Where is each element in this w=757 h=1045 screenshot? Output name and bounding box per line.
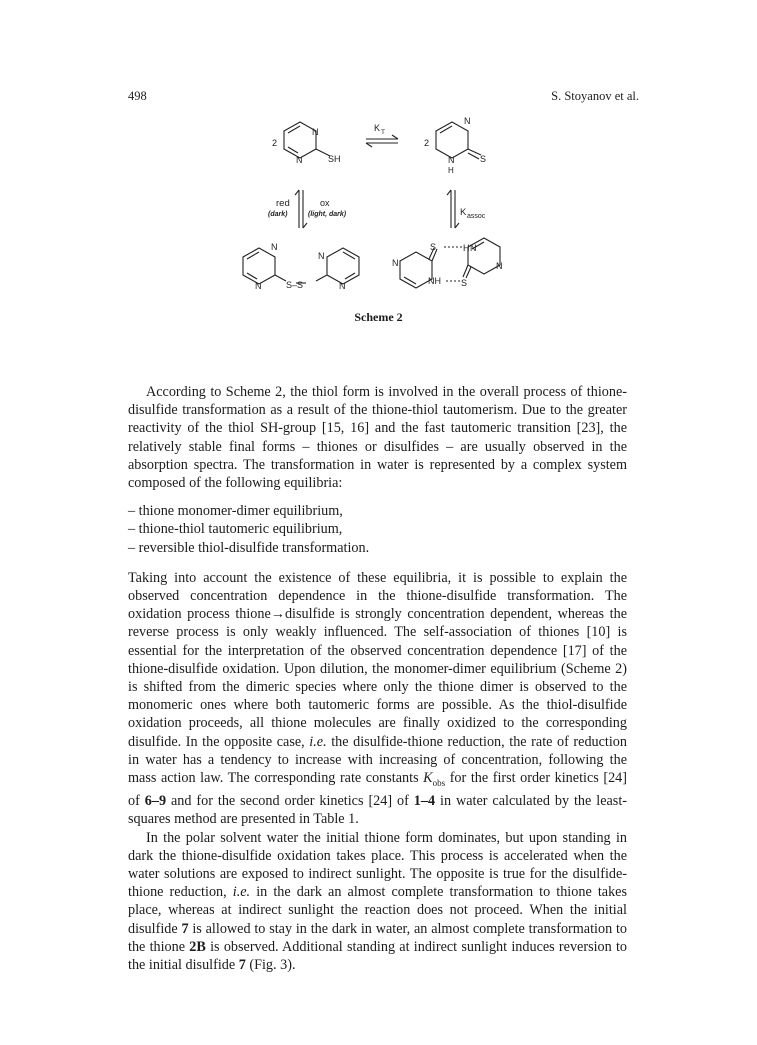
running-head: S. Stoyanov et al. <box>551 89 639 103</box>
scheme-caption: Scheme 2 <box>354 310 403 324</box>
svg-text:H: H <box>463 243 470 253</box>
svg-text:S: S <box>480 154 487 164</box>
svg-text:N: N <box>464 116 471 126</box>
svg-text:S–S: S–S <box>286 280 304 290</box>
svg-text:T: T <box>381 129 385 136</box>
svg-text:H: H <box>448 166 454 175</box>
svg-text:(light, dark): (light, dark) <box>308 211 347 218</box>
svg-text:K: K <box>374 123 381 133</box>
association-equilibrium-arrow <box>447 190 486 228</box>
scheme-2-figure <box>0 0 757 340</box>
thione-dimer <box>392 238 503 288</box>
paragraph-1: According to Scheme 2, the thiol form is involved in the overall process of thione-disulfide transformation as a result of the thione-thiol tautomerism. Due to the greater reactivity of the thiol SH-group [15, 16] and the fast tautomeric transition [23], the relatively stable final forms – thiones or disulfides – are usually observed in the absorption spectra. The transformation in water is represented by a complex system composed of the following equilibria: <box>128 384 627 492</box>
redox-equilibrium-arrow <box>268 190 347 228</box>
svg-text:N: N <box>296 155 303 165</box>
paragraph-3: In the polar solvent water the initial thione form dominates, but upon standing in dark the thione-disulfide oxidation takes place. This process is accelerated when the water solutions are exposed to indirect sunlight. The opposite is true for the disulfide-thione reduction, i.e. in the dark an almost complete transformation to thione takes place, whereas at indirect sunlight the reaction does not proceed. When the initial disulfide 7 is allowed to stay in the dark in water, an almost complete transformation to the thione 2B is observed. Additional standing at indirect sunlight induces reversion to the initial disulfide 7 (Fig. 3). <box>128 829 628 973</box>
svg-text:assoc: assoc <box>467 213 486 220</box>
svg-text:N: N <box>271 242 278 252</box>
disulfide-molecule <box>243 242 359 291</box>
tautomer-equilibrium-arrow <box>366 123 398 147</box>
svg-text:N: N <box>312 127 319 137</box>
svg-text:NH: NH <box>428 276 441 286</box>
thiol-molecule <box>272 122 341 165</box>
svg-text:SH: SH <box>328 154 341 164</box>
page-number: 498 <box>128 89 147 103</box>
svg-text:N: N <box>448 155 455 165</box>
chemical-scheme <box>0 0 757 340</box>
svg-text:2: 2 <box>424 138 430 148</box>
equilibria-list <box>128 502 627 557</box>
thione-molecule <box>424 116 486 175</box>
svg-text:2: 2 <box>272 138 278 148</box>
svg-text:S: S <box>461 278 468 288</box>
svg-text:N: N <box>255 281 262 291</box>
svg-text:N: N <box>470 243 477 253</box>
svg-text:ox: ox <box>320 198 330 208</box>
svg-text:S: S <box>430 242 437 252</box>
svg-text:N: N <box>496 261 503 271</box>
svg-text:N: N <box>318 251 325 261</box>
svg-text:red: red <box>276 198 290 209</box>
svg-text:K: K <box>460 207 467 218</box>
paragraph-2: Taking into account the existence of these equilibria, it is possible to explain the observed concentration dependence in the thione-disulfide transformation. The oxidation process thione→disulfide is strongly concentration dependent, whereas the reverse process is only weakly influenced. The self-association of thiones [10] is essential for the interpretation of the observed concentration dependence [17] of the thione-disulfide oxidation. Upon dilution, the monomer-dimer equilibrium (Scheme 2) is shifted from the dimeric species where only the thione dimer is observed to the monomeric ones where both tautomeric forms are possible. As the thiol-disulfide oxidation proceeds, all thione molecules are finally oxidized to the corresponding disulfide. In the opposite case, i.e. the disulfide-thione reduction, the rate of reduction in water has a tendency to increase with increasing of concentration, following the mass action law. The corresponding rate constants $K_{obs}$ for the first order kinetics [24] of 6–9 and for the second order kinetics [24] of 1–4 in water calculated by the least-squares method are presented in Table 1. <box>128 569 627 828</box>
list-item: – thione monomer-dimer equilibrium, <box>128 503 343 520</box>
article-body <box>128 383 627 974</box>
svg-text:N: N <box>392 258 399 268</box>
svg-text:N: N <box>339 281 346 291</box>
list-item: – thione-thiol tautomeric equilibrium, <box>128 521 343 538</box>
svg-text:(dark): (dark) <box>268 211 288 218</box>
list-item: – reversible thiol-disulfide transformation. <box>128 539 370 556</box>
